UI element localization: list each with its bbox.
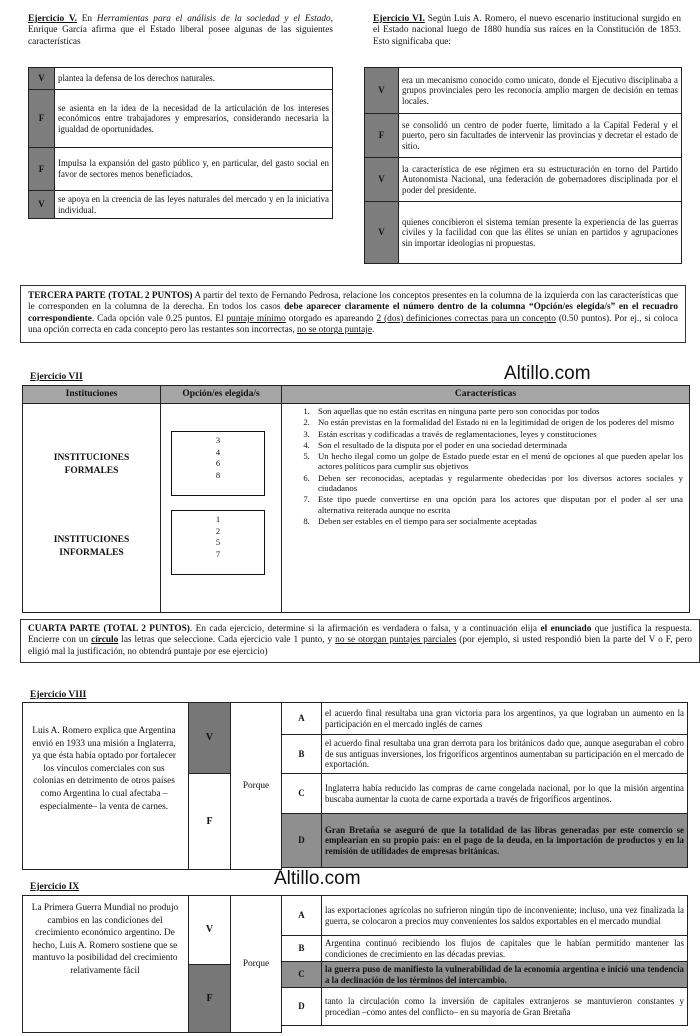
col-header-characteristics: Características [454,389,517,399]
list-item: 6. Deben ser reconocidas, aceptadas y regularmente obedecidas por los diversos actores sociales y ciudadanos [312,473,683,494]
option-letter: C [282,962,322,988]
ex9-true-cell: V [188,895,231,965]
ex8-porque-cell: Porque [230,702,282,870]
option-text: el acuerdo final resultaba una gran derrota para los británicos dado que, aunque aseguraban el cobro de sus antiguas inversiones, los frigoríficos argentinos aumentaban su participación en el mercado de exportación. [322,735,688,774]
ex8-options-table [281,702,688,868]
table-row [282,814,688,868]
answer-mark: F [29,148,55,191]
institution-informal: INSTITUCIONES INFORMALES [53,535,130,558]
ex9-options-table [281,895,688,1026]
option-box-informal [171,510,265,575]
table-row [282,988,688,1026]
statement-text: la característica de ese régimen era su estructuración en torno del Partido Autonomista Nacional, una federación de gobernadores disciplinada por el poder del presidente. [399,158,682,202]
col-header-options: Opción/es elegida/s [182,389,260,399]
ex5-table [28,67,333,219]
statement-text: se asienta en la idea de la necesidad de la articulación de los intereses económicos entre trabajadores y empresarios, considerando necesaria la igualdad de oportunidades. [55,90,333,148]
list-item: 1. Son aquellas que no están escritas en ninguna parte pero son conocidas por todos [312,406,683,416]
characteristics-list [288,406,683,527]
ex7-heading: Ejercicio VII [30,372,83,382]
ex6-intro: Ejercicio VI. Según Luis A. Romero, el nuevo escenario institucional surgido en el Estado nacional luego de 1880 hundía sus raíces en la Constitución de 1853. Esto significaba que: [373,14,681,47]
answer-mark: V [29,68,55,90]
statement-text: Impulsa la expansión del gasto público y, en particular, del gasto social en favor de sectores menos beneficiados. [55,148,333,191]
ex8-false-cell: F [188,773,231,870]
institution-formal: INSTITUCIONES FORMALES [53,453,130,476]
option-number: 2 [215,525,221,536]
table-row [29,191,333,219]
option-box-formal [171,431,265,496]
table-row [282,735,688,774]
list-item: 4. Son el resultado de la disputa por el poder en una sociedad determinada [312,440,683,450]
option-letter: D [282,814,322,868]
part4-title: CUARTA PARTE (TOTAL 2 PUNTOS) [28,624,190,634]
option-text: la guerra puso de manifiesto la vulnerabilidad de la economía argentina e inició una tendencia a la declinación de los términos del intercambio. [322,962,688,988]
table-row [365,202,682,264]
answer-mark: V [365,202,399,264]
list-item: 8. Deben ser estables en el tiempo para ser socialmente aceptadas [312,516,683,526]
ex7-table [22,385,690,613]
watermark: Altillo.com [504,363,591,384]
ex8-statement: Luis A. Romero explica que Argentina envió en 1933 una misión a Inglaterra, ya que ésta había optado por fortalecer los vínculos comerciales con sus colonias en detrimento de otros países como Argentina lo cual afectaba –especialmente– la venta de carnes. [31,726,177,812]
option-letter: A [282,703,322,735]
ex6-table [364,67,682,264]
option-number: 3 [215,435,221,445]
table-row [282,962,688,988]
option-letter: A [282,896,322,936]
table-row [282,774,688,814]
ex8-true-cell: V [188,702,231,774]
ex9-porque-cell: Porque [230,895,282,1033]
list-item: 5. Un hecho ilegal como un golpe de Estado puede estar en el menú de opciones al que pueden apelar los actores políticos para cumplir sus objetivos [312,451,683,472]
option-text: tanto la circulación como la inversión de capitales extranjeros se mantuvieron constantes y procedían –como antes del conflicto– en su mayoría de Gran Bretaña [322,988,688,1026]
option-text: Inglaterra había reducido las compras de carne congelada nacional, por lo que la misión argentina buscaba aumentar la cuota de carne exportada a través de frigoríficos argentinos. [322,774,688,814]
option-number: 5 [215,537,221,548]
ex6-heading: Ejercicio VI. [373,14,425,24]
table-row [29,68,333,90]
part4-instructions: CUARTA PARTE (TOTAL 2 PUNTOS). En cada ejercicio, determine si la afirmación es verdadera o falsa, y a continuación elija el enunciado que justifica la respuesta. Encierre con un círculo las letras que seleccione. Cada ejercicio vale 1 punto, y no se otorgan puntajes parciales (por ejemplo, si usted respondió bien la parte del V o F, pero eligió mal la justificación, no obtendrá puntaje por ese ejercicio) [20,619,700,663]
ex9-statement: La Primera Guerra Mundial no produjo cambios en las condiciones del crecimiento económico argentino. De hecho, Luis A. Romero sostiene que se mantuvo la posibilidad del crecimiento relativamente fácil [31,903,179,976]
option-number: 1 [215,514,221,524]
table-row [365,68,682,114]
ex5-intro: Ejercicio V. En Herramientas para el análisis de la sociedad y el Estado, Enrique García afirma que el Estado liberal posee algunas de las siguientes características [28,14,333,47]
option-number: 4 [215,446,221,457]
statement-text: se consolidó un centro de poder fuerte, limitado a la Capital Federal y el puerto, pero sin facultades de intervenir las provincias y decretar el estado de sitio. [399,114,682,158]
option-text: Argentina continuó recibiendo los flujos de capitales que le habían permitido mantener las condiciones de crecimiento en las décadas previas. [322,936,688,962]
statement-text: era un mecanismo conocido como unicato, donde el Ejecutivo disciplinaba a grupos provinciales pero les reconocía amplio margen de decisión en temas locales. [399,68,682,114]
answer-mark: V [365,158,399,202]
answer-mark: V [365,68,399,114]
ex8-heading: Ejercicio VIII [30,690,87,700]
option-letter: D [282,988,322,1026]
col-header-institutions: Instituciones [65,389,118,399]
table-row [282,896,688,936]
answer-mark: F [29,90,55,148]
table-row [282,936,688,962]
ex9-false-cell: F [188,964,231,1033]
option-letter: C [282,774,322,814]
watermark: Altillo.com [274,868,361,889]
table-row [29,90,333,148]
statement-text: se apoya en la creencia de las leyes naturales del mercado y en la iniciativa individual. [55,191,333,219]
statement-text: quienes concibieron el sistema temían presente la experiencia de las guerras civiles y la facilidad con que las élites se unían en partidos y agrupaciones sin importar ideologías ni propuestas. [399,202,682,264]
table-row [29,148,333,191]
option-number: 6 [215,458,221,469]
option-letter: B [282,735,322,774]
list-item: 2. No están previstas en la formalidad del Estado ni en la legitimidad de origen de los poderes del mismo [312,417,683,427]
statement-text: plantea la defensa de los derechos naturales. [55,68,333,90]
answer-mark: V [29,191,55,219]
table-row [365,114,682,158]
answer-mark: F [365,114,399,158]
option-letter: B [282,936,322,962]
option-text: Gran Bretaña se aseguró de que la totalidad de las libras generadas por este comercio se emplearían en su propio país: en el pago de la deuda, en la importación de productos y en la remisión de utilidades de empresas británicas. [322,814,688,868]
table-row [282,703,688,735]
option-text: las exportaciones agrícolas no sufrieron ningún tipo de inconveniente; incluso, una vez finalizada la guerra, se colocaron a precios muy convenientes los saldos exportables en el mercado mundial [322,896,688,936]
list-item: 7. Este tipo puede convertirse en una opción para los actores que disputan por el poder al ser una alternativa reiterada aunque no escrita [312,494,683,515]
ex9-heading: Ejercicio IX [30,882,80,892]
ex5-heading: Ejercicio V. [28,14,77,24]
option-number: 7 [215,548,221,559]
table-row [365,158,682,202]
option-text: el acuerdo final resultaba una gran victoria para los argentinos, ya que lograban un aumento en la participación en el mercado inglés de carnes [322,703,688,735]
part3-title: TERCERA PARTE (TOTAL 2 PUNTOS) [28,291,193,301]
option-number: 8 [215,469,221,480]
part3-instructions: TERCERA PARTE (TOTAL 2 PUNTOS) A partir del texto de Fernando Pedrosa, relacione los conceptos presentes en la columna de la izquierda con las características que le corresponden en la columna de la derecha. En todos los casos debe aparecer claramente el número dentro de la columna “Opción/es elegida/s” en el recuadro correspondiente. Cada opción vale 0.25 puntos. El puntaje mínimo otorgado es apareando 2 (dos) definiciones correctas para un concepto (0.50 puntos). Por ej., si coloca una opción correcta en cada concepto pero las restantes son incorrectas, no se otorga puntaje. [20,285,686,343]
list-item: 3. Están escritas y codificadas a través de reglamentaciones, leyes y constituciones [312,429,683,439]
